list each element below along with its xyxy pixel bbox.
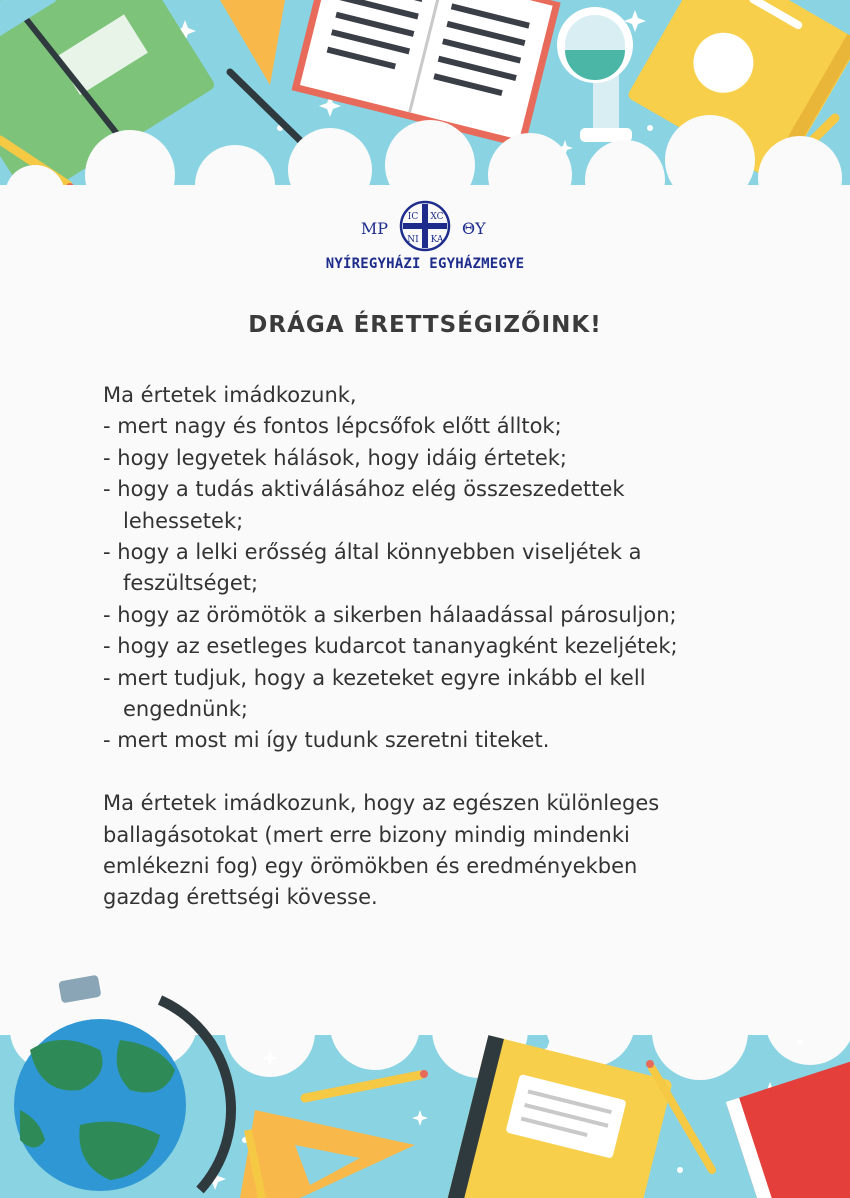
- page-title: DRÁGA ÉRETTSÉGIZŐINK!: [248, 312, 602, 338]
- svg-text:KA: KA: [430, 235, 444, 245]
- svg-text:NI: NI: [407, 235, 419, 245]
- prayer-line: - hogy a tudás aktiválásához elég összeszedettek: [103, 477, 625, 502]
- paragraph-gap: [103, 757, 743, 788]
- prayer-line: - mert tudjuk, hogy a kezeteket egyre inkább el kell: [103, 665, 646, 690]
- closing-line: emlékezni fog) egy örömökben és eredményekben: [103, 854, 638, 879]
- prayer-line: - hogy az esetleges kudarcot tananyagként kezeljétek;: [103, 634, 678, 659]
- closing-line: gazdag érettségi kövesse.: [103, 885, 378, 910]
- pencil-bottom: [305, 1070, 428, 1098]
- prayer-line-continued: engednünk;: [123, 697, 248, 722]
- diocese-logo: [320, 200, 530, 272]
- prayer-line: - hogy legyetek hálások, hogy idáig értetek;: [103, 445, 568, 470]
- prayer-line: - hogy az örömötök a sikerben hálaadással párosuljon;: [103, 602, 677, 627]
- cross-emblem-icon: [350, 200, 500, 252]
- closing-line: ballagásotokat (mert erre bizony mindig mindenki: [103, 822, 630, 847]
- prayer-text: [103, 380, 743, 914]
- red-book: [726, 1050, 850, 1198]
- svg-text:IC: IC: [407, 212, 419, 222]
- svg-text:MP: MP: [360, 219, 388, 238]
- prayer-intro: Ma értetek imádkozunk,: [103, 383, 357, 407]
- diocese-name: NYÍREGYHÁZI EGYHÁZMEGYE: [325, 256, 525, 272]
- prayer-line-continued: lehessetek;: [123, 508, 244, 533]
- closing-line: Ma értetek imádkozunk, hogy az egészen különleges: [103, 791, 660, 816]
- triangle-ruler-bottom: [240, 1110, 415, 1198]
- prayer-line: - hogy a lelki erősség által könnyebben viseljétek a: [103, 540, 642, 565]
- magnifier: [557, 7, 633, 142]
- prayer-line: - mert nagy és fontos lépcsőfok előtt álltok;: [103, 414, 562, 439]
- prayer-line: - mert most mi így tudunk szeretni titeket.: [103, 728, 550, 753]
- svg-text:ΘY: ΘY: [462, 219, 486, 238]
- svg-text:XC: XC: [430, 212, 444, 222]
- prayer-line-continued: feszültséget;: [123, 571, 259, 596]
